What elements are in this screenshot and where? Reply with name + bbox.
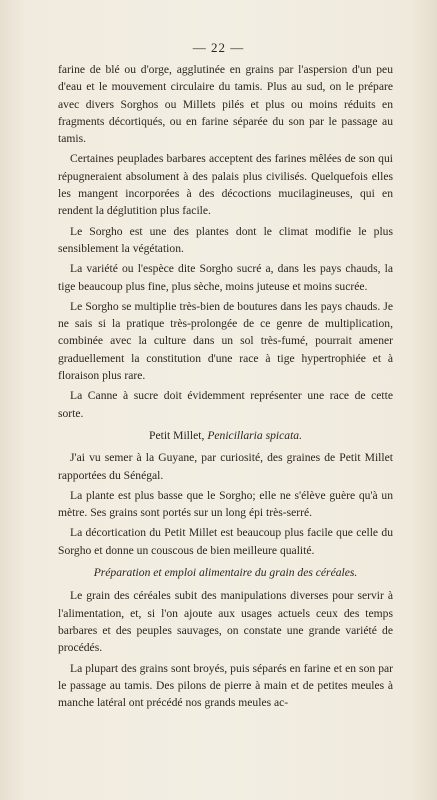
paragraph: Le grain des céréales subit des manipulations diverses pour servir à l'alimentation, et, si l'on ajoute aux usages actuels ceux des temps barbares et des peuples sauvages, on constate une grande variété de procédés. — [58, 589, 393, 655]
body-text — [58, 61, 393, 714]
paragraph: La plupart des grains sont broyés, puis séparés en farine et en son par le passage au tamis. Des pilons de pierre à main et de petites meules à manche latéral ont précédé nos grands meules ac- — [58, 661, 393, 710]
paragraph: La Canne à sucre doit évidemment représenter une race de cette sorte. — [58, 389, 393, 420]
paragraph: J'ai vu semer à la Guyane, par curiosité, des graines de Petit Millet rapportées du Sénégal. — [58, 451, 393, 482]
paragraph: La variété ou l'espèce dite Sorgho sucré a, dans les pays chauds, la tige beaucoup plus fine, plus sèche, moins juteuse et moins sucrée. — [58, 262, 393, 293]
section-heading-preparation: Préparation et emploi alimentaire du grain des céréales. — [93, 566, 358, 580]
heading-latin-name: Penicillaria spicata. — [207, 428, 302, 442]
page-number: — 22 — — [192, 40, 245, 55]
paragraph: Le Sorgho se multiplie très-bien de boutures dans les pays chauds. Je ne sais si la pratique très-prolongée de ce genre de multiplication, combinée avec la culture dans un sol très-fumé, pourrait amener graduellement la constitution d'une race à tige hypertrophiée et à floraison plus rare. — [58, 299, 393, 383]
heading-plain: Petit Millet, — [149, 428, 205, 442]
paragraph: Le Sorgho est une des plantes dont le climat modifie le plus sensiblement la végétation. — [58, 224, 393, 255]
paragraph: La plante est plus basse que le Sorgho; elle ne s'élève guère qu'à un mètre. Ses grains sont portés sur un long épi très-serré. — [58, 488, 393, 520]
paragraph: Certaines peuplades barbares acceptent des farines mêlées de son qui répugneraient absolument à des palais plus civilisés. Quelquefois elles les mangent incorporées à des décoctions mucilagineuses, qui en rendent la déglutition plus facile. — [58, 152, 393, 218]
paragraph: La décortication du Petit Millet est beaucoup plus facile que celle du Sorgho et donne un couscous de bien meilleure qualité. — [58, 526, 393, 557]
paragraph: farine de blé ou d'orge, agglutinée en grains par l'aspersion d'un peu d'eau et le mouvement circulaire du tamis. Plus au sud, on le prépare avec divers Sorghos ou Millets pilés et plus ou moins réduits en fragments décortiqués, ou en farine séparée du son par le passage au tamis. — [58, 63, 393, 146]
section-heading-millet — [58, 427, 393, 444]
